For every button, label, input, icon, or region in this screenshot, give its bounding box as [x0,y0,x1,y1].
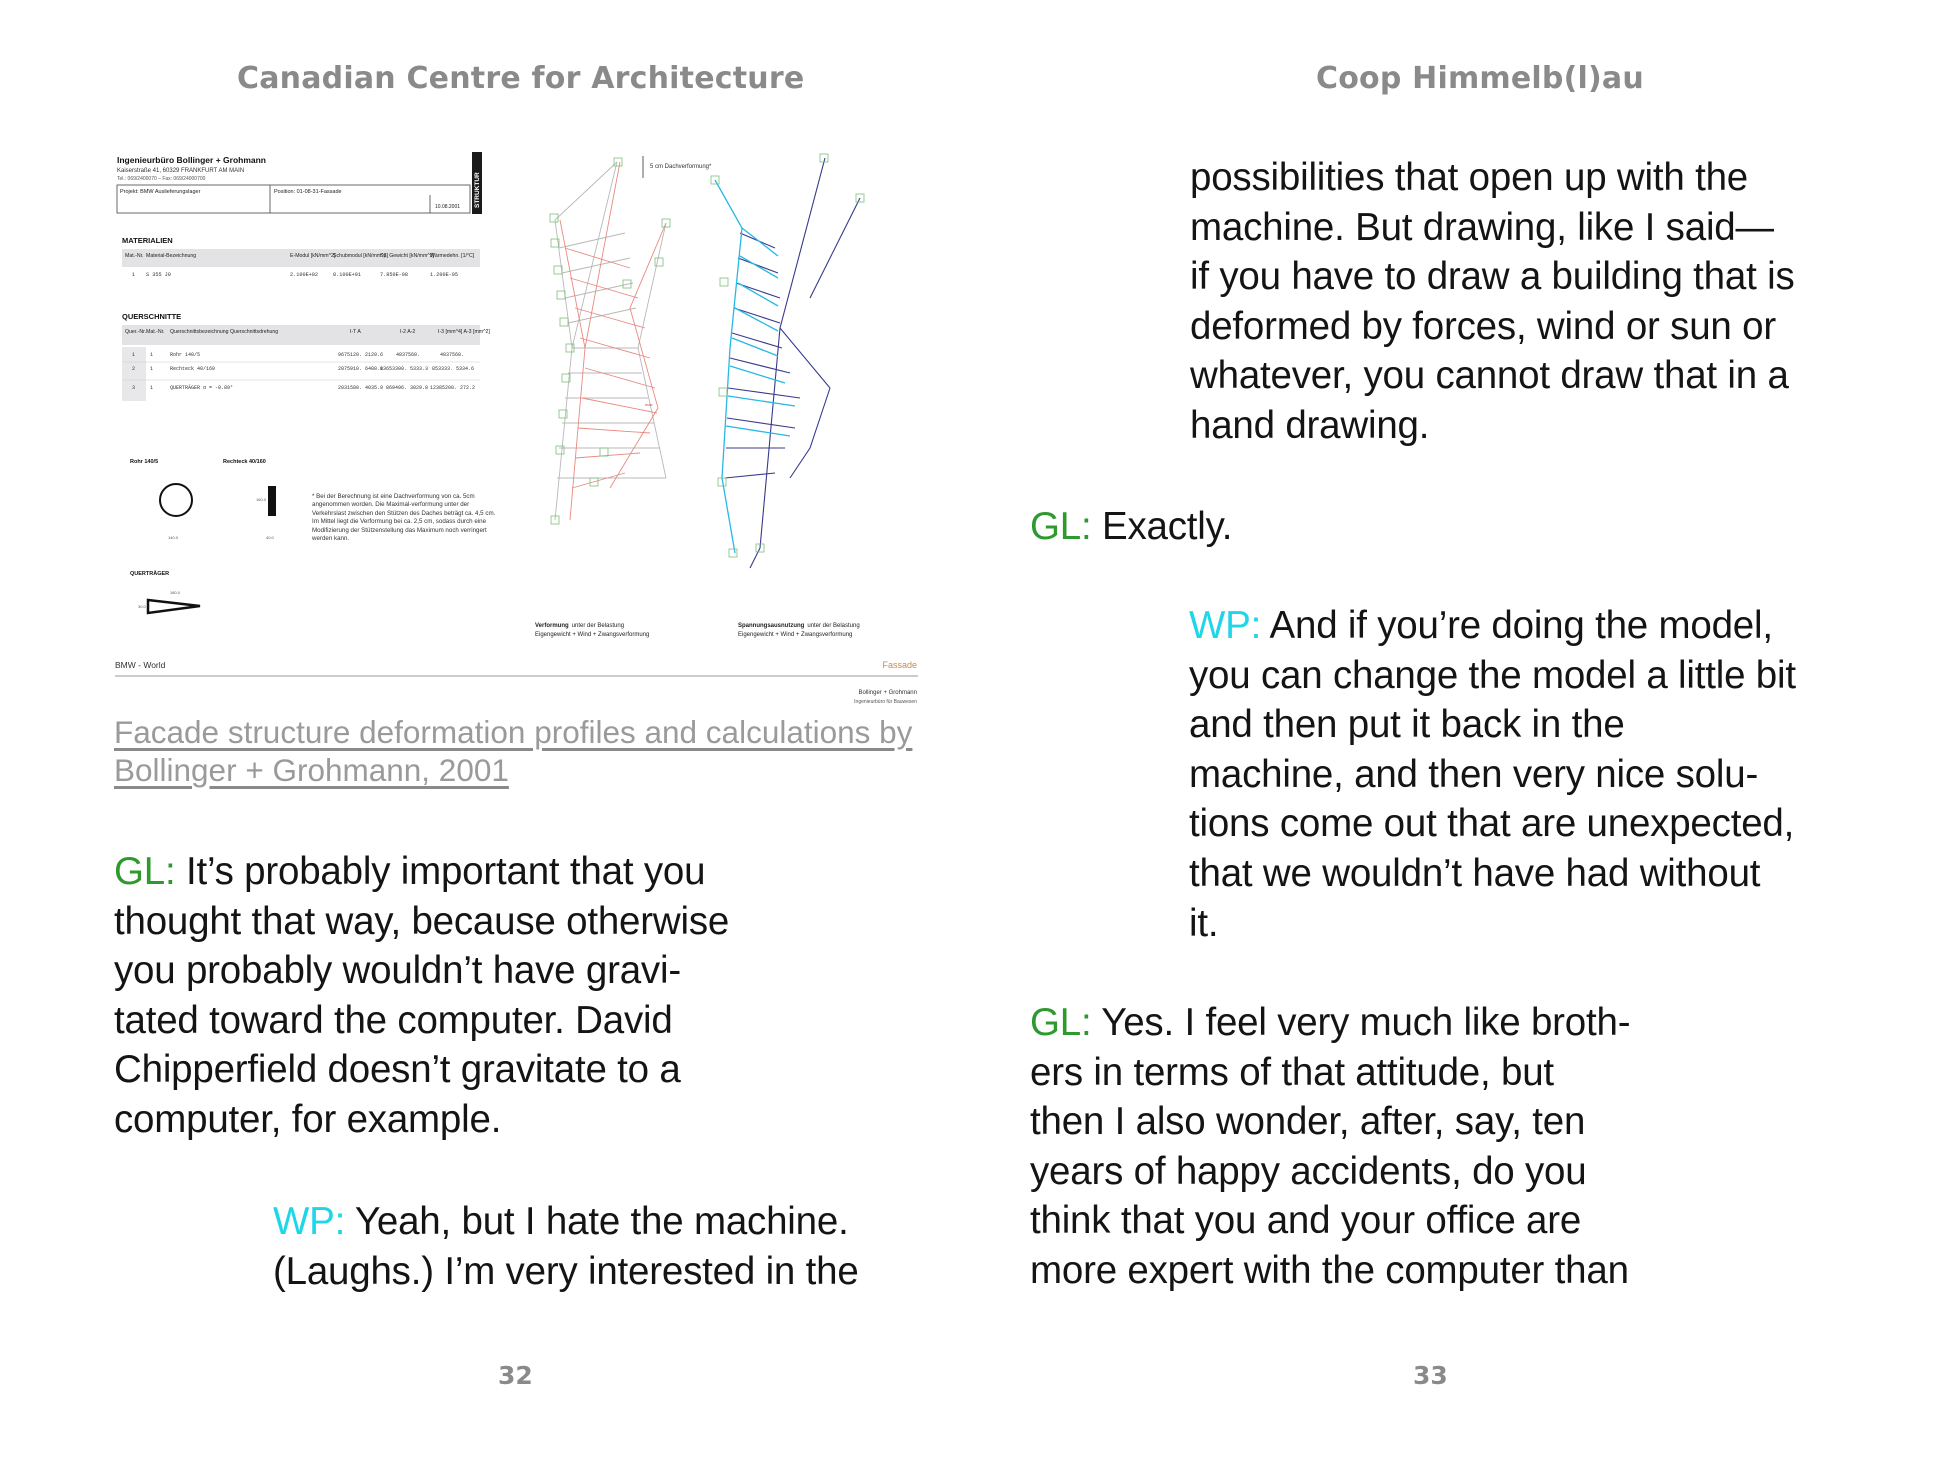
rohr-profile [160,484,192,516]
figure-footer-right: Fassade [882,660,917,670]
rohr-label: Rohr 140/5 [130,459,159,465]
qs-h-2: Querschnittsbezeichnung Querschnittsdrehung [170,329,279,335]
struktur-label: STRUKTUR [474,172,481,208]
qs-h-3: I-T A [350,329,361,335]
qs-h-1: Mat.-Nr. [146,329,165,335]
spannung-caption: Spannungsausnutzung unter der Belastung [738,623,860,629]
text-line: Yeah, but I hate the machine. [345,1200,849,1243]
caption-line: Bollinger + Grohmann, 2001 [114,752,509,788]
qs-r0-5: 4837560. [440,352,465,358]
qs-r2-5: 12385200. 272.2 [430,385,476,391]
engineering-figure [110,148,920,708]
qs-r0-4: 4837560. [396,352,421,358]
querschnitte-rows [122,347,480,401]
mat-r-5: 1.200E-05 [430,272,459,278]
materialien-heading: MATERIALIEN [122,236,173,245]
speaker-wp: WP: [1189,604,1262,647]
qs-r1-1: 1 [150,366,154,372]
mat-r-0: 1 [132,272,136,278]
querschnitte-header-bg [122,325,480,345]
text-line: possibilities that open up with the [1190,156,1749,199]
text-line: (Laughs.) I’m very interested in the [273,1249,859,1293]
date-label: 10.08.2001 [435,204,461,210]
text-line: years of happy accidents, do you [1030,1149,1587,1193]
text-line: thought that way, because otherwise [114,899,730,943]
text-line: hand drawing. [1190,403,1430,447]
text-line: tated toward the computer. David [114,998,673,1042]
svg-text:max: max [645,402,653,407]
text-line: Exactly. [1091,505,1233,548]
running-head: Canadian Centre for Architecture [237,61,805,96]
querschnitte-heading: QUERSCHNITTE [122,312,182,321]
stress-frame-navy [725,158,860,568]
dim-40: 40.0 [266,535,274,540]
qs-r1-3: 2875910. 6400.0 [338,366,384,372]
text-line: and then put it back in the [1189,703,1625,747]
figure-footer-left: BMW - World [115,660,166,670]
paragraph-gl-exactly [1030,502,1232,552]
text-line: computer, for example. [114,1097,502,1141]
figure-caption [114,713,912,789]
mat-h-2: E-Modul [kN/mm^2] [290,253,336,259]
qs-h-0: Quer.-Nr. [125,329,147,335]
text-line: think that you and your office are [1030,1199,1582,1243]
materialien-headers [125,253,475,259]
mat-h-3: Schubmodul [kN/mm^2] [333,253,388,259]
letterhead-address: Kaiserstraße 41, 60329 FRANKFURT AM MAIN [117,168,245,174]
letterhead-phone: Tel.: 069/2400070 – Fax: 069/24000700 [117,176,206,182]
right-page [973,0,1946,1460]
stress-frame-cyan [715,180,795,553]
dim-180: 180.0 [170,590,181,595]
qs-h-5: I-3 [mm^4] A-3 [mm^2] [438,329,490,335]
text-line: It’s probably important that you [175,850,706,893]
qs-r2-2: QUERTRÄGER α = -0.89° [170,385,234,391]
speaker-gl: GL: [1030,505,1092,548]
paragraph-wp [273,1197,859,1296]
text-line: you can change the model a little bit [1189,653,1796,697]
mat-r-3: 8.100E+01 [333,272,362,278]
qs-h-4: I-2 A-2 [400,329,416,335]
project-label: Projekt: BMW Auslieferungslager [120,189,201,195]
page-number: 32 [498,1361,533,1390]
qs-r0-1: 1 [150,352,154,358]
mat-h-1: Material-Bezeichnung [146,253,197,259]
mat-r-2: 2.100E+02 [290,272,319,278]
undeformed-frame [555,162,666,520]
quertraeger-profile [148,600,200,613]
speaker-wp: WP: [273,1200,346,1243]
qs-r2-4: 869496. 3029.8 [386,385,429,391]
paragraph-wp-continued [1190,153,1795,451]
text-line: deformed by forces, wind or sun or [1190,304,1776,348]
figure-svg [110,148,920,708]
rechteck-label: Rechteck 40/160 [223,459,266,465]
speaker-gl: GL: [114,850,176,893]
paragraph-gl [114,847,729,1145]
text-line: whatever, you cannot draw that in a [1190,354,1789,398]
mat-r-1: S 355 J0 [146,272,171,278]
dim-140: 140.0 [168,535,179,540]
running-head: Coop Himmelb(l)au [1316,61,1644,96]
text-line: that we wouldn’t have had without [1189,851,1761,895]
deformation-diagram [550,158,670,524]
text-line: if you have to draw a building that is [1190,255,1795,299]
text-line: tions come out that are unexpected, [1189,802,1795,846]
text-line: ers in terms of that attitude, but [1030,1050,1554,1094]
caption-line: Facade structure deformation profiles and calculations by [114,714,913,750]
mat-h-0: Mat.-Nr. [125,253,144,259]
dim-160: 160.0 [256,497,267,502]
figure-footer-firm-sub: Ingenieurbüro für Bauwesen [854,699,917,705]
text-line: you probably wouldn’t have gravi- [114,949,681,993]
quertraeger-label: QUERTRÄGER [130,571,170,577]
stress-diagram [711,154,864,568]
figure-footer-firm: Bollinger + Grohmann [858,690,917,696]
mat-h-4: Sp. Gewicht [kN/mm^3] [380,253,435,259]
mat-r-4: 7.850E-08 [380,272,409,278]
verformung-caption: Verformung unter der Belastung [535,623,625,629]
qs-r1-5: 853333. 5334.6 [432,366,475,372]
page-number: 33 [1413,1361,1448,1390]
dim-30: 30.0 [138,604,146,609]
dachverformung-label: 5 cm Dachverformung* [650,164,712,170]
text-line: machine, and then very nice solu- [1189,752,1759,796]
mat-h-5: Wärmedehn. [1/°C] [430,253,475,259]
deformed-frame [560,162,666,520]
letterhead-title: Ingenieurbüro Bollinger + Grohmann [117,155,266,165]
rechteck-profile [268,486,276,516]
text-line: And if you’re doing the model, [1261,604,1773,647]
text-line: Yes. I feel very much like broth- [1091,1001,1631,1044]
text-line: it. [1189,901,1219,945]
qs-r2-0: 3 [132,385,136,391]
qs-r1-4: 13653300. 5333.3 [380,366,429,372]
verformung-caption-line2: Eigengewicht + Wind + Zwangsverformung [535,632,650,638]
qs-r1-2: Rechteck 40/160 [170,366,216,372]
qs-r2-1: 1 [150,385,154,391]
speaker-gl: GL: [1030,1001,1092,1044]
spannung-caption-line2: Eigengewicht + Wind + Zwangsverformung [738,632,853,638]
qs-r1-0: 2 [132,366,136,372]
text-line: machine. But drawing, like I said— [1190,205,1774,249]
paragraph-gl-brothers [1030,998,1630,1296]
position-label: Position: 01-08-31-Fassade [274,189,342,195]
qs-r2-3: 2031580. 4035.9 [338,385,384,391]
text-line: more expert with the computer than [1030,1248,1629,1292]
calculation-note: * Bei der Berechnung ist eine Dachverformung von ca. 5cm angenommen worden. Die Maximal-verformung unter der Verkehrslast zwischen den Stützen des Daches beträgt ca. 4,5 cm. Im Mittel liegt die Verformung bei ca. 2,5 cm, sodass durch eine Modifizierung der Stützenstellung das Maximum noch verringert werden kann. [312,493,496,543]
text-line: then I also wonder, after, say, ten [1030,1100,1586,1144]
qs-r0-3: 9675120. 2120.6 [338,352,384,358]
qs-r0-2: Rohr 140/5 [170,352,201,358]
qs-r0-0: 1 [132,352,136,358]
materialien-row [132,272,458,278]
text-line: Chipperfield doesn’t gravitate to a [114,1048,681,1092]
paragraph-wp [1189,601,1796,948]
